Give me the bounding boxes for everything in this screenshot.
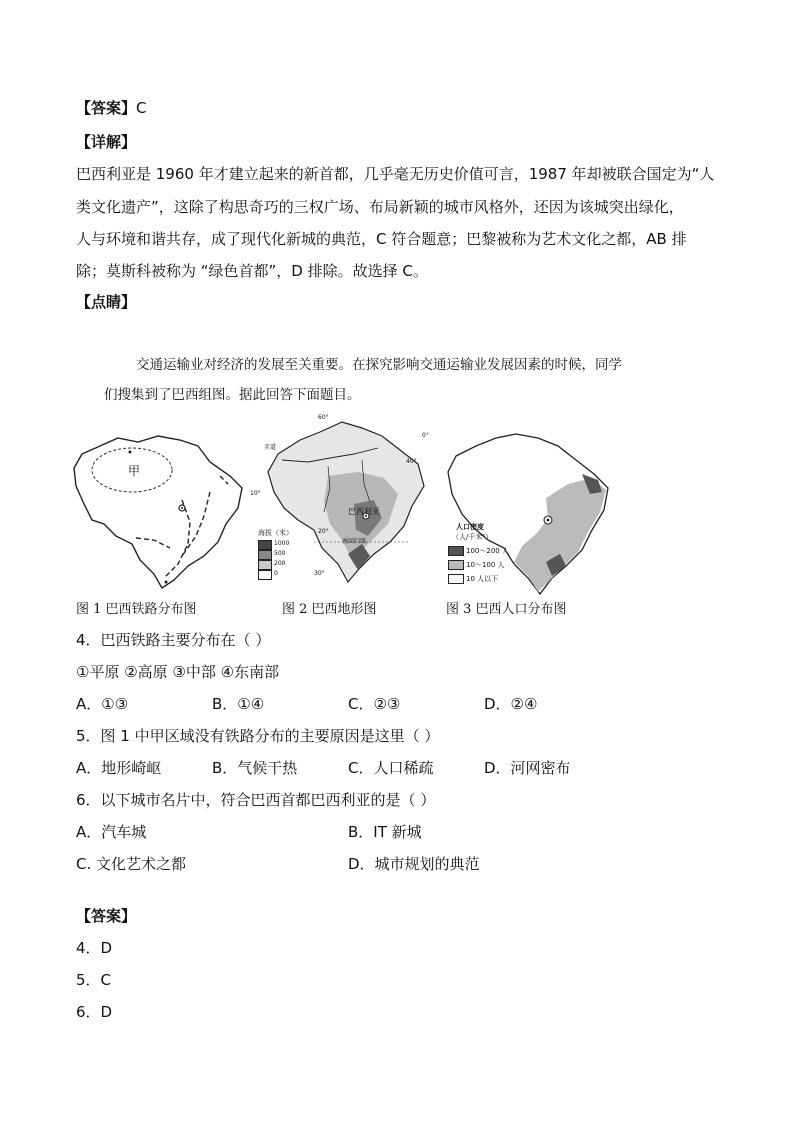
answer-item: 5．C	[76, 971, 112, 989]
answer-2-label: 【答案】	[76, 907, 137, 925]
legend-swatch	[258, 560, 272, 570]
answer-value: C	[136, 99, 147, 117]
railway-line	[220, 476, 228, 484]
detail-line-2: 类文化遗产”，这除了构思奇巧的三权广场、布局新颖的城市风格外，还因为该城突出绿化，	[76, 198, 684, 216]
density-legend-unit: （人/千米²）	[452, 533, 493, 541]
question-5-option-c: C．人口稀疏	[348, 759, 434, 777]
lat-label: 30°	[314, 570, 325, 577]
answer-item: 6．D	[76, 1003, 113, 1021]
legend-item: 100～200 人	[466, 547, 509, 555]
detail-line-3: 人与环境和谐共存，成了现代化新城的典范，C 符合题意；巴黎被称为艺术文化之都，AB 排	[76, 230, 687, 248]
lat-label: 10°	[250, 490, 261, 497]
question-6-option-b: B．IT 新城	[348, 823, 422, 841]
legend-item: 10～100 人	[466, 561, 505, 569]
legend-swatch	[448, 574, 464, 584]
legend-item: 10 人以下	[466, 575, 499, 583]
question-4-option-d: D．②④	[484, 695, 538, 713]
detail-line-1: 巴西利亚是 1960 年才建立起来的新首都，几乎毫无历史价值可言，1987 年却被联合国定为“人	[76, 165, 715, 183]
terrain-map	[258, 414, 438, 594]
figure-group	[70, 410, 720, 620]
answer-item: 4．D	[76, 939, 113, 957]
detail-label: 【详解】	[76, 133, 137, 151]
question-4-sub: ①平原 ②高原 ③中部 ④东南部	[76, 663, 280, 681]
population-map	[442, 428, 620, 598]
brazil-outline	[74, 436, 242, 588]
lat-label: 40°	[406, 458, 417, 465]
question-5-option-d: D．河网密布	[484, 759, 571, 777]
legend-swatch	[258, 550, 272, 560]
legend-swatch	[258, 570, 272, 580]
legend-swatch	[258, 540, 272, 550]
figure-1-caption: 图 1 巴西铁路分布图	[76, 602, 197, 617]
question-4-option-c: C．②③	[348, 695, 401, 713]
city-dot	[129, 451, 132, 454]
dianjing-label: 【点睛】	[76, 293, 137, 311]
question-4-option-b: B．①④	[212, 695, 265, 713]
legend-swatch	[448, 560, 464, 570]
region-jia-label: 甲	[128, 464, 141, 478]
density-legend-title: 人口密度	[456, 523, 484, 531]
question-6-option-c: C. 文化艺术之都	[76, 855, 187, 873]
answer-heading	[76, 98, 147, 118]
lat-label: 0°	[422, 432, 429, 439]
tropic-label: 南回归线	[342, 538, 367, 545]
legend-item: 1000	[274, 540, 290, 547]
railway-line	[164, 500, 190, 578]
question-4-stem: 4．巴西铁路主要分布在（ ）	[76, 631, 271, 649]
elevation-legend-title: 海拔（米）	[258, 529, 293, 537]
capital-label: 巴西利亚	[348, 507, 380, 516]
question-6-option-d: D．城市规划的典范	[348, 855, 480, 873]
legend-swatch	[448, 546, 464, 556]
question-5-stem: 5．图 1 中甲区域没有铁路分布的主要原因是这里（ ）	[76, 727, 440, 745]
legend-item: 0	[274, 570, 278, 577]
legend-item: 500	[274, 550, 286, 557]
legend-item: 200	[274, 560, 286, 567]
intro-line-2: 们搜集到了巴西组图。据此回答下面题目。	[104, 387, 361, 403]
question-4-option-a: A．①③	[76, 695, 129, 713]
figure-2-caption: 图 2 巴西地形图	[282, 602, 377, 617]
answer-label: 【答案】	[76, 99, 137, 117]
question-6-option-a: A．汽车城	[76, 823, 147, 841]
lat-label: 60°	[318, 414, 329, 421]
detail-line-4: 除；莫斯科被称为 “绿色首都”，D 排除。故选择 C。	[76, 262, 428, 280]
question-5-option-b: B．气候干热	[212, 759, 298, 777]
equator-label: 赤道	[264, 444, 277, 451]
railway-line	[136, 538, 170, 548]
question-6-stem: 6．以下城市名片中，符合巴西首都巴西利亚的是（ ）	[76, 791, 436, 809]
question-5-option-a: A．地形崎岖	[76, 759, 162, 777]
railway-map	[70, 432, 250, 592]
figure-3-caption: 图 3 巴西人口分布图	[446, 602, 567, 617]
city-dot	[165, 581, 168, 584]
intro-line-1: 交通运输业对经济的发展至关重要。在探究影响交通运输业发展因素的时候，同学	[136, 357, 622, 373]
lat-label: 20°	[318, 528, 329, 535]
